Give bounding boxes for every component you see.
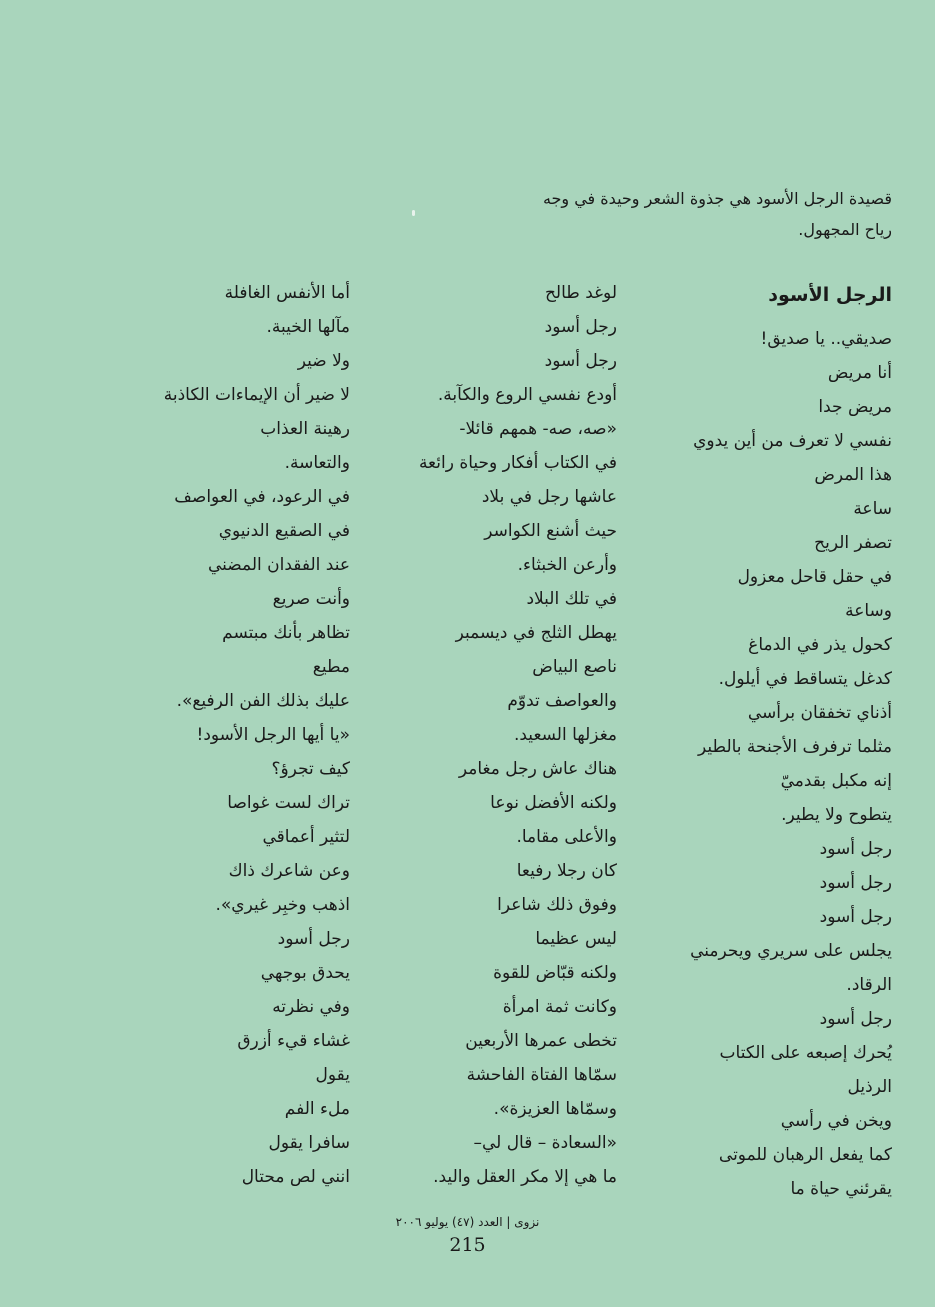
poem-line: كما يفعل الرهبان للموتى: [718, 1145, 892, 1165]
poem-line: «صه، صه- همهم قائلا-: [459, 419, 617, 439]
poem-line: رجل أسود: [544, 351, 617, 371]
poem-line: مريض جدا: [818, 397, 892, 417]
poem-line: اذهب وخبِر غيري».: [215, 895, 350, 915]
poem-line: عليك بذلك الفن الرفيع».: [176, 691, 350, 711]
poem-line: رجل أسود: [819, 1009, 892, 1029]
poem-line: أنا مريض: [827, 363, 892, 383]
poem-line: تخطى عمرها الأربعين: [465, 1031, 617, 1051]
poem-line: وسمّاها العزيزة».: [493, 1099, 617, 1119]
poem-line: الرذيل: [847, 1077, 892, 1097]
poem-line: هذا المرض: [814, 465, 892, 485]
poem-line: وعن شاعرك ذاك: [228, 861, 350, 881]
poem-line: في الكتاب أفكار وحياة رائعة: [418, 453, 617, 473]
poem-line: في تلك البلاد: [526, 589, 617, 609]
poem-line: نفسي لا تعرف من أين يدوي: [693, 431, 892, 451]
poem-line: لوغد طالح: [544, 283, 617, 303]
poem-line: يقرئني حياة ما: [790, 1179, 892, 1199]
poem-line: ملء الفم: [284, 1099, 350, 1119]
intro-line: رياح المجهول.: [798, 220, 892, 239]
intro-paragraph: [512, 183, 892, 245]
poem-line: مغزلها السعيد.: [513, 725, 617, 745]
poem-line: انني لص محتال: [241, 1167, 350, 1187]
poem-line: سافرا يقول: [268, 1133, 350, 1153]
poem-line: أودع نفسي الروع والكآبة.: [437, 385, 617, 405]
poem-line: ولكنه قبّاض للقوة: [493, 963, 617, 983]
poem-line: تراك لست غواصا: [227, 793, 350, 813]
poem-line: يقول: [315, 1065, 350, 1085]
poem-line: أما الأنفس الغافلة: [224, 283, 350, 303]
poem-line: لا ضير أن الإيماءات الكاذبة: [163, 385, 350, 405]
poem-line: يحدق بوجهي: [260, 963, 350, 983]
poem-line: ناصع البياض: [532, 657, 617, 677]
poem-line: هناك عاش رجل مغامر: [458, 759, 617, 779]
poem-line: مثلما ترفرف الأجنحة بالطير: [697, 737, 892, 757]
poem-line: رجل أسود: [819, 873, 892, 893]
poem-line: وكانت ثمة امرأة: [502, 997, 617, 1017]
poem-column-middle: [347, 276, 617, 1194]
poem-line: صديقي.. يا صديق!: [760, 329, 892, 349]
poem-line: مآلها الخيبة.: [266, 317, 350, 337]
poem-line: وأنت صريع: [272, 589, 350, 609]
poem-line: ليس عظيما: [535, 929, 617, 949]
poem-line: والعواصف تدوّم: [507, 691, 617, 711]
poem-column-left: [30, 276, 350, 1194]
poem-line: «السعادة – قال لي–: [473, 1133, 617, 1153]
poem-line: سمّاها الفتاة الفاحشة: [466, 1065, 617, 1085]
poem-line: رجل أسود: [819, 907, 892, 927]
poem-line: كان رجلا رفيعا: [516, 861, 617, 881]
poem-line: ولا ضير: [297, 351, 350, 371]
poem-line: ما هي إلا مكر العقل واليد.: [433, 1167, 617, 1187]
poem-line: رجل أسود: [544, 317, 617, 337]
poem-line: وساعة: [845, 601, 892, 621]
poem-line: في الصقيع الدنيوي: [218, 521, 350, 541]
poem-line: عاشها رجل في بلاد: [481, 487, 617, 507]
poem-line: أذناي تخفقان برأسي: [747, 703, 892, 723]
poem-line: تصفر الريح: [814, 533, 892, 553]
poem-line: كيف تجرؤ؟: [271, 759, 350, 779]
poem-line: والأعلى مقاما.: [516, 827, 617, 847]
poem-title: الرجل الأسود: [768, 284, 892, 306]
poem-line: الرقاد.: [846, 975, 892, 995]
poem-line: رهينة العذاب: [260, 419, 350, 439]
poem-line: يُحرك إصبعه على الكتاب: [719, 1043, 892, 1063]
poem-line: حيث أشنع الكواسر: [484, 521, 617, 541]
poem-line: إنه مكبل بقدميّ: [780, 771, 892, 791]
poem-line: وأرعن الخبثاء.: [517, 555, 617, 575]
poem-line: في حقل قاحل معزول: [737, 567, 892, 587]
poem-line: عند الفقدان المضني: [207, 555, 350, 575]
poem-line: «يا أيها الرجل الأسود!: [196, 725, 350, 745]
poem-line: رجل أسود: [819, 839, 892, 859]
poem-line: يجلس على سريري ويحرمني: [690, 941, 892, 961]
poem-line: غشاء قيء أزرق: [237, 1031, 350, 1051]
page-footer: [0, 1213, 935, 1259]
poem-line: في الرعود، في العواصف: [174, 487, 350, 507]
poem-line: يتطوح ولا يطير.: [781, 805, 892, 825]
poem-line: كحول يذر في الدماغ: [748, 635, 892, 655]
journal-issue: نزوى | العدد (٤٧) يوليو ٢٠٠٦: [395, 1215, 540, 1229]
poem-line: لتثير أعماقي: [262, 827, 350, 847]
poem-line: ولكنه الأفضل نوعا: [490, 793, 617, 813]
intro-line: قصيدة الرجل الأسود هي جذوة الشعر وحيدة في وجه: [542, 189, 892, 208]
poem-line: وفي نظرته: [272, 997, 350, 1017]
poem-line: رجل أسود: [277, 929, 350, 949]
poem-line: وفوق ذلك شاعرا: [497, 895, 617, 915]
poem-line: ويخن في رأسي: [780, 1111, 892, 1131]
paper-speck: [412, 210, 415, 216]
poem-line: كدغل يتساقط في أيلول.: [718, 669, 892, 689]
poem-line: يهطل الثلج في ديسمبر: [455, 623, 617, 643]
poem-line: ساعة: [853, 499, 892, 519]
poem-line: والتعاسة.: [284, 453, 350, 473]
poem-lines-right: [632, 322, 892, 1206]
poem-column-right: [632, 276, 892, 1206]
poem-line: مطيع: [312, 657, 350, 677]
poem-line: تظاهر بأنك مبتسم: [222, 623, 350, 643]
page-number: 215: [449, 1234, 486, 1256]
